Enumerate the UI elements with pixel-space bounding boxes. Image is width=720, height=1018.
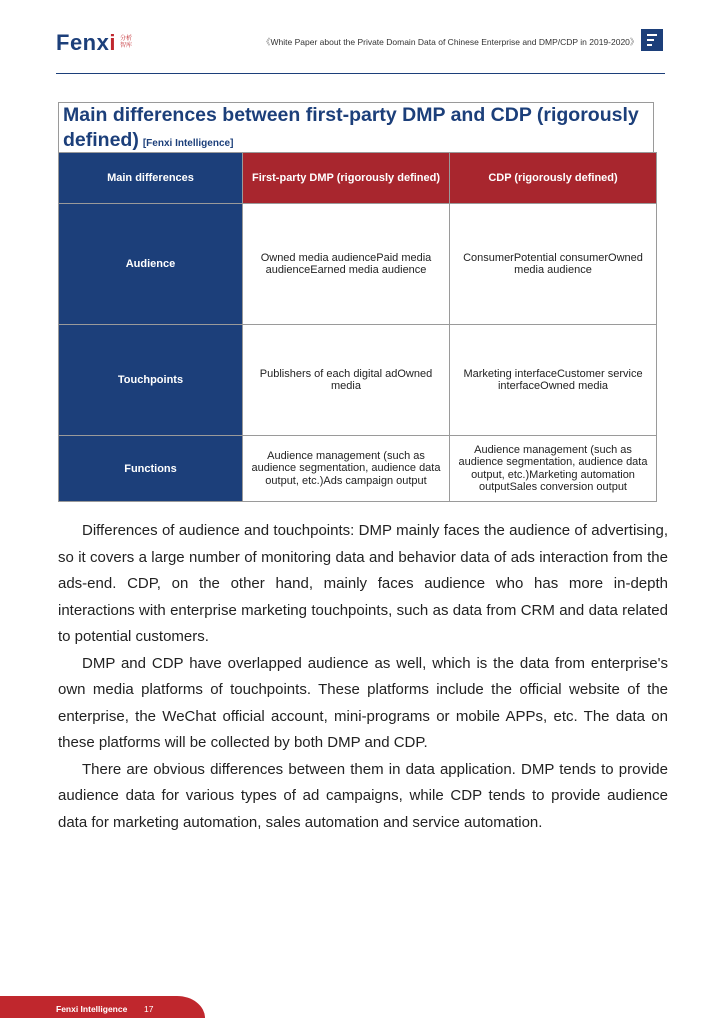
- body-text: [58, 518, 668, 836]
- paragraph: Differences of audience and touchpoints: DMP mainly faces the audience of advertising, so it covers a large number of monitoring data and behavior data of ads interaction from the ads-end. CDP, on the other hand, mainly faces audience who has more in-depth interactions with enterprise marketing touchpoints, such as data from CRM and data related to potential customers.: [58, 522, 668, 645]
- cell-dmp-touchpoints: Publishers of each digital adOwned media: [243, 325, 450, 436]
- page-header: [0, 0, 720, 76]
- row-label-audience: Audience: [59, 204, 243, 325]
- row-label-touchpoints: Touchpoints: [59, 325, 243, 436]
- logo-chinese-mark: 分析 智库: [119, 36, 132, 49]
- comparison-table: [58, 152, 657, 502]
- table-header-row: [59, 153, 657, 204]
- cell-dmp-functions: Audience management (such as audience segmentation, audience data output, etc.)Ads campaign output: [243, 436, 450, 502]
- table-source: [Fenxi Intelligence]: [142, 138, 234, 149]
- table-caption: [58, 102, 654, 152]
- page-number: 17: [144, 1004, 154, 1014]
- row-label-functions: Functions: [59, 436, 243, 502]
- cell-dmp-audience: Owned media audiencePaid media audienceEarned media audience: [243, 204, 450, 325]
- column-header-main: Main differences: [59, 153, 243, 204]
- paragraph: There are obvious differences between them in data application. DMP tends to provide audience data for various types of ad campaigns, while CDP tends to provide audience data for marketing automation, sales automation and service automation.: [58, 760, 668, 831]
- footer-label: Fenxi Intelligence: [56, 1004, 128, 1014]
- table-title: Main differences between first-party DMP and CDP (rigorously defined) [Fenxi Intelligence]: [63, 104, 639, 151]
- table-row: [59, 204, 657, 325]
- cell-cdp-functions: Audience management (such as audience segmentation, audience data output, etc.)Marketing automation outputSales conversion output: [450, 436, 657, 502]
- column-header-dmp: First-party DMP (rigorously defined): [243, 153, 450, 204]
- cell-cdp-touchpoints: Marketing interfaceCustomer service interfaceOwned media: [450, 325, 657, 436]
- header-title: 《White Paper about the Private Domain Data of Chinese Enterprise and DMP/CDP in 2019-2020》: [262, 37, 639, 47]
- cell-cdp-audience: ConsumerPotential consumerOwned media audience: [450, 204, 657, 325]
- table-row: [59, 436, 657, 502]
- page-footer: [0, 996, 205, 1018]
- column-header-cdp: CDP (rigorously defined): [450, 153, 657, 204]
- header-divider: [56, 73, 665, 74]
- paragraph: DMP and CDP have overlapped audience as well, which is the data from enterprise's own media platforms of touchpoints. These platforms include the official website of the enterprise, the WeChat official account, mini-programs or mobile APPs, etc. The data on these platforms will be collected by both DMP and CDP.: [58, 654, 668, 751]
- table-row: [59, 325, 657, 436]
- document-menu-icon: [641, 29, 663, 51]
- fenxi-logo: [56, 30, 132, 56]
- logo-wordmark: Fenxi: [56, 30, 116, 55]
